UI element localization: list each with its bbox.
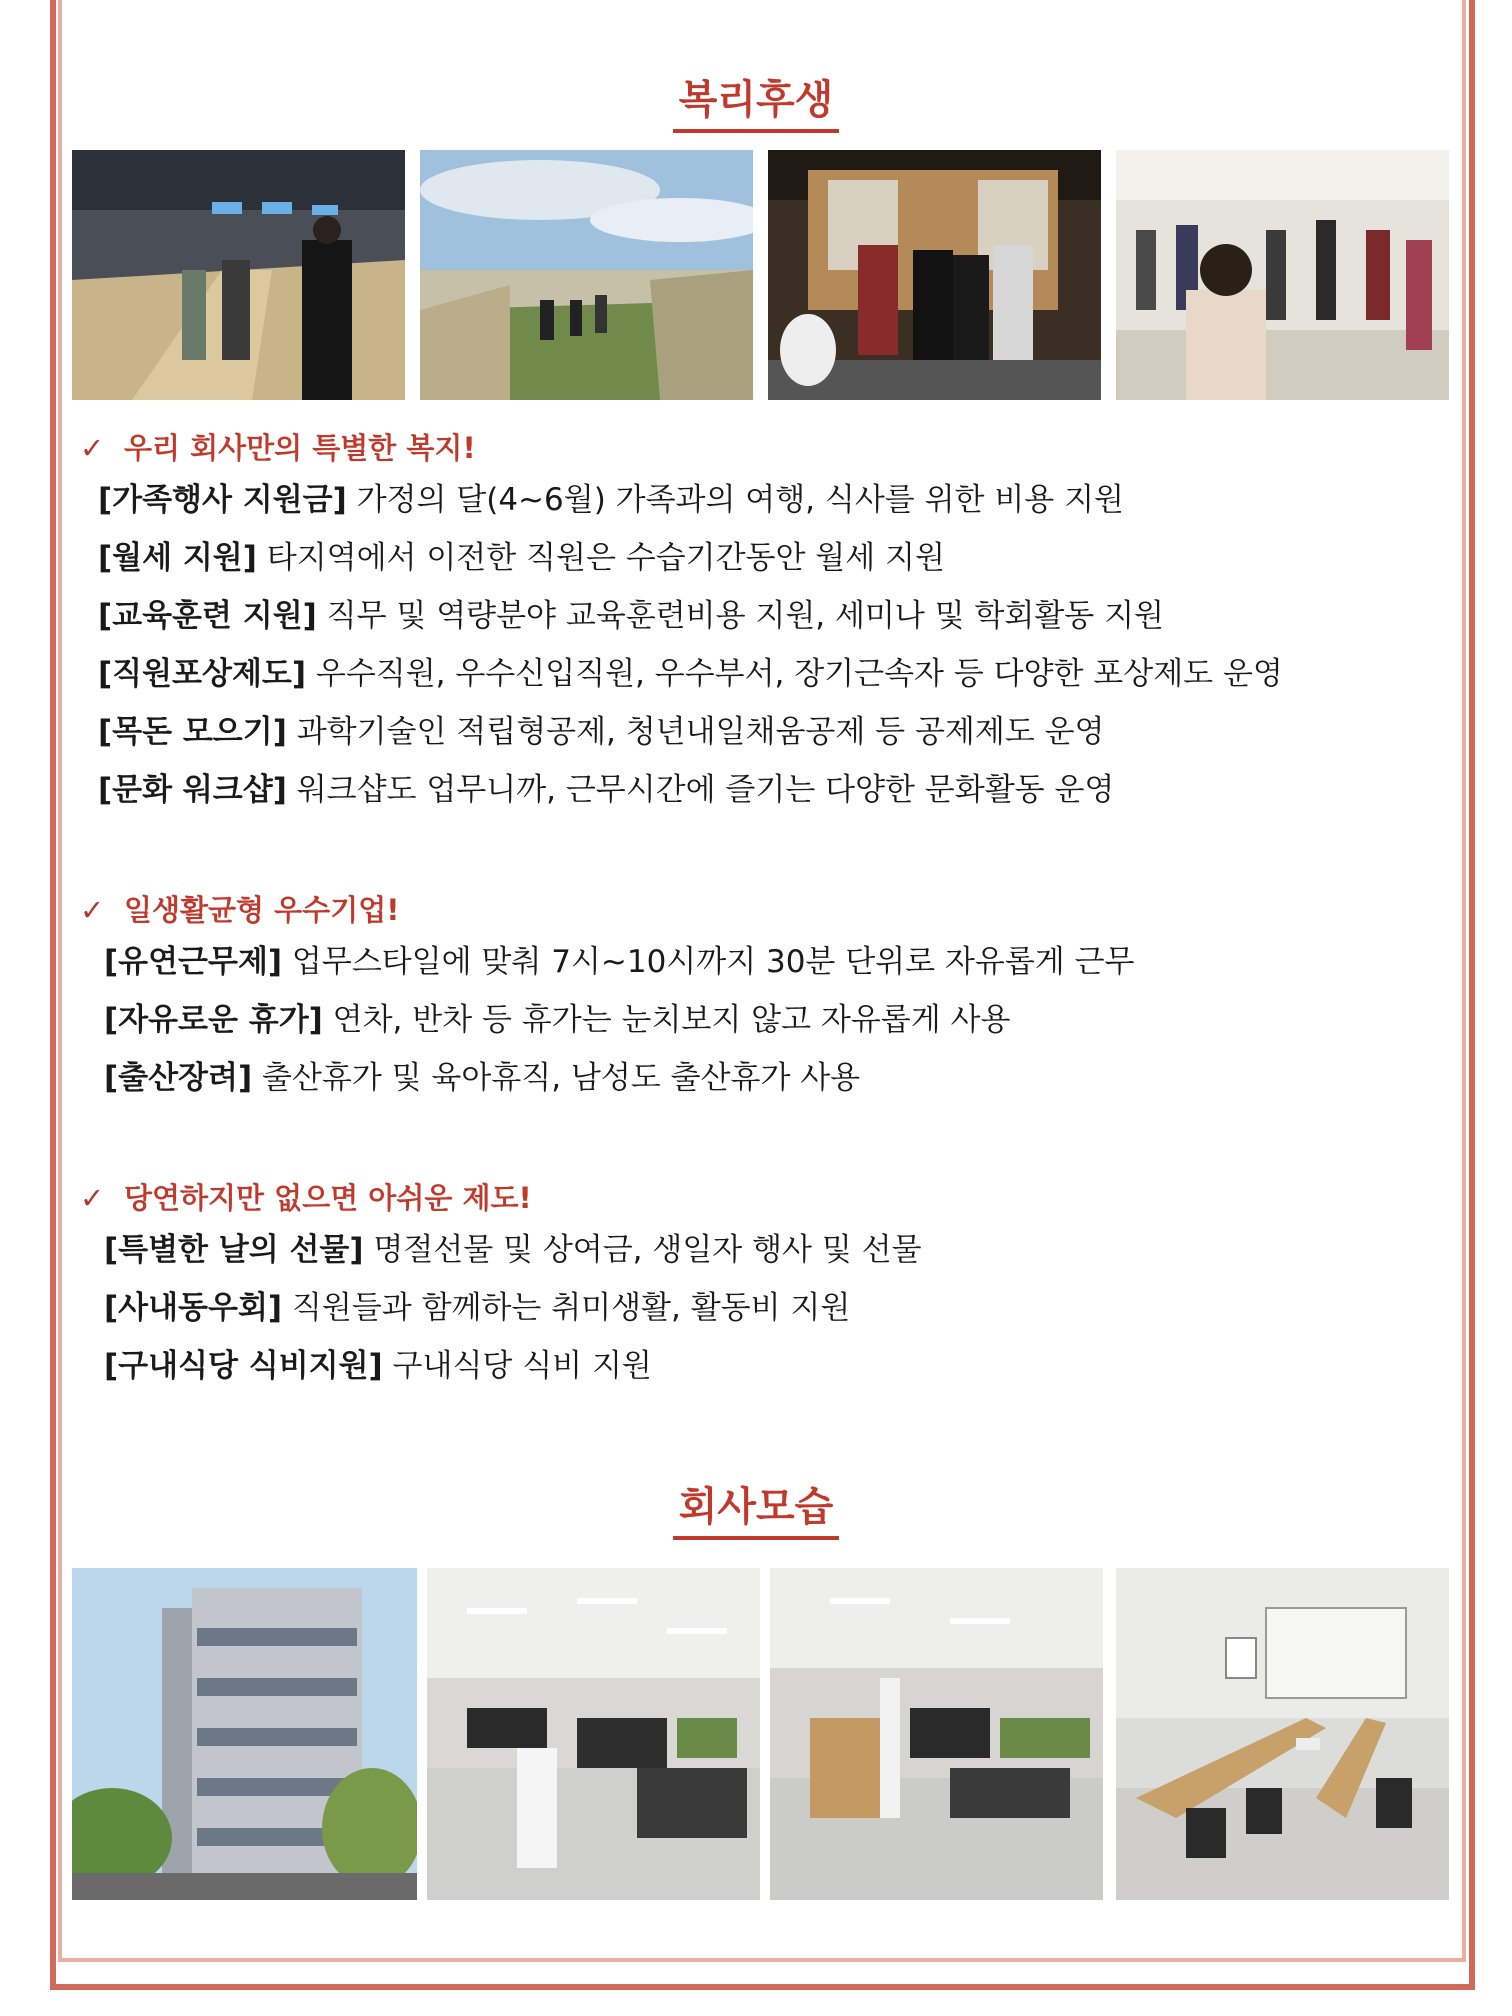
item-text: 연차, 반차 등 휴가는 눈치보지 않고 자유롭게 사용 xyxy=(322,1002,1011,1038)
check-icon: ✓ xyxy=(80,893,105,927)
list-item xyxy=(80,471,1460,529)
meeting-room-photo xyxy=(1116,1568,1449,1900)
list-item xyxy=(80,703,1460,761)
item-label: [특별한 날의 선물] xyxy=(104,1232,364,1268)
item-text: 가정의 달(4~6월) 가족과의 여행, 식사를 위한 비용 지원 xyxy=(346,482,1124,518)
item-label: [월세 지원] xyxy=(98,540,257,576)
item-text: 과학기술인 적립형공제, 청년내일채움공제 등 공제제도 운영 xyxy=(286,714,1105,750)
office-floor-photo-1 xyxy=(427,1568,760,1900)
group-heading xyxy=(80,887,1460,933)
reed-field-photo xyxy=(420,150,753,400)
heading-text: 일생활균형 우수기업! xyxy=(124,893,400,927)
bowling-photo xyxy=(72,150,405,400)
item-text: 직원들과 함께하는 취미생활, 활동비 지원 xyxy=(282,1290,851,1326)
welfare-group-2 xyxy=(80,887,1460,1107)
list-item xyxy=(80,991,1460,1049)
list-item xyxy=(80,645,1460,703)
item-label: [구내식당 식비지원] xyxy=(104,1348,383,1384)
item-text: 업무스타일에 맞춰 7시~10시까지 30분 단위로 자유롭게 근무 xyxy=(282,944,1135,980)
list-item xyxy=(80,529,1460,587)
item-text: 워크샵도 업무니까, 근무시간에 즐기는 다양한 문화활동 운영 xyxy=(286,772,1115,808)
welfare-group-1 xyxy=(80,425,1460,819)
item-text: 타지역에서 이전한 직원은 수습기간동안 월세 지원 xyxy=(256,540,945,576)
item-text: 출산휴가 및 육아휴직, 남성도 출산휴가 사용 xyxy=(252,1060,861,1096)
office-event-photo xyxy=(1116,150,1449,400)
office-floor-photo-2 xyxy=(770,1568,1103,1900)
heading-text: 우리 회사만의 특별한 복지! xyxy=(124,431,476,465)
item-label: [직원포상제도] xyxy=(98,656,307,692)
item-label: [사내동우회] xyxy=(104,1290,283,1326)
photo-zone-group-photo xyxy=(768,150,1101,400)
item-label: [자유로운 휴가] xyxy=(104,1002,323,1038)
item-text: 직무 및 역량분야 교육훈련비용 지원, 세미나 및 학회활동 지원 xyxy=(316,598,1165,634)
list-item xyxy=(80,933,1460,991)
welfare-photo-row xyxy=(72,150,1442,400)
company-photo-row xyxy=(72,1568,1442,1900)
list-item xyxy=(80,1279,1460,1337)
list-item xyxy=(80,587,1460,645)
item-label: [목돈 모으기] xyxy=(98,714,287,750)
welfare-title-text: 복리후생 xyxy=(673,68,840,133)
item-label: [가족행사 지원금] xyxy=(98,482,347,518)
item-text: 구내식당 식비 지원 xyxy=(382,1348,652,1384)
company-section-title xyxy=(0,1475,1512,1540)
item-label: [문화 워크샵] xyxy=(98,772,287,808)
group-heading xyxy=(80,1175,1460,1221)
list-item xyxy=(80,1221,1460,1279)
group-heading xyxy=(80,425,1460,471)
list-item xyxy=(80,1049,1460,1107)
list-item xyxy=(80,761,1460,819)
check-icon: ✓ xyxy=(80,431,105,465)
item-label: [유연근무제] xyxy=(104,944,283,980)
check-icon: ✓ xyxy=(80,1181,105,1215)
company-title-text: 회사모습 xyxy=(673,1475,840,1540)
heading-text: 당연하지만 없으면 아쉬운 제도! xyxy=(124,1181,532,1215)
building-exterior-photo xyxy=(72,1568,417,1900)
list-item xyxy=(80,1337,1460,1395)
item-text: 명절선물 및 상여금, 생일자 행사 및 선물 xyxy=(363,1232,922,1268)
welfare-section-title xyxy=(0,68,1512,133)
item-label: [출산장려] xyxy=(104,1060,253,1096)
item-text: 우수직원, 우수신입직원, 우수부서, 장기근속자 등 다양한 포상제도 운영 xyxy=(306,656,1283,692)
welfare-group-3 xyxy=(80,1175,1460,1395)
item-label: [교육훈련 지원] xyxy=(98,598,317,634)
